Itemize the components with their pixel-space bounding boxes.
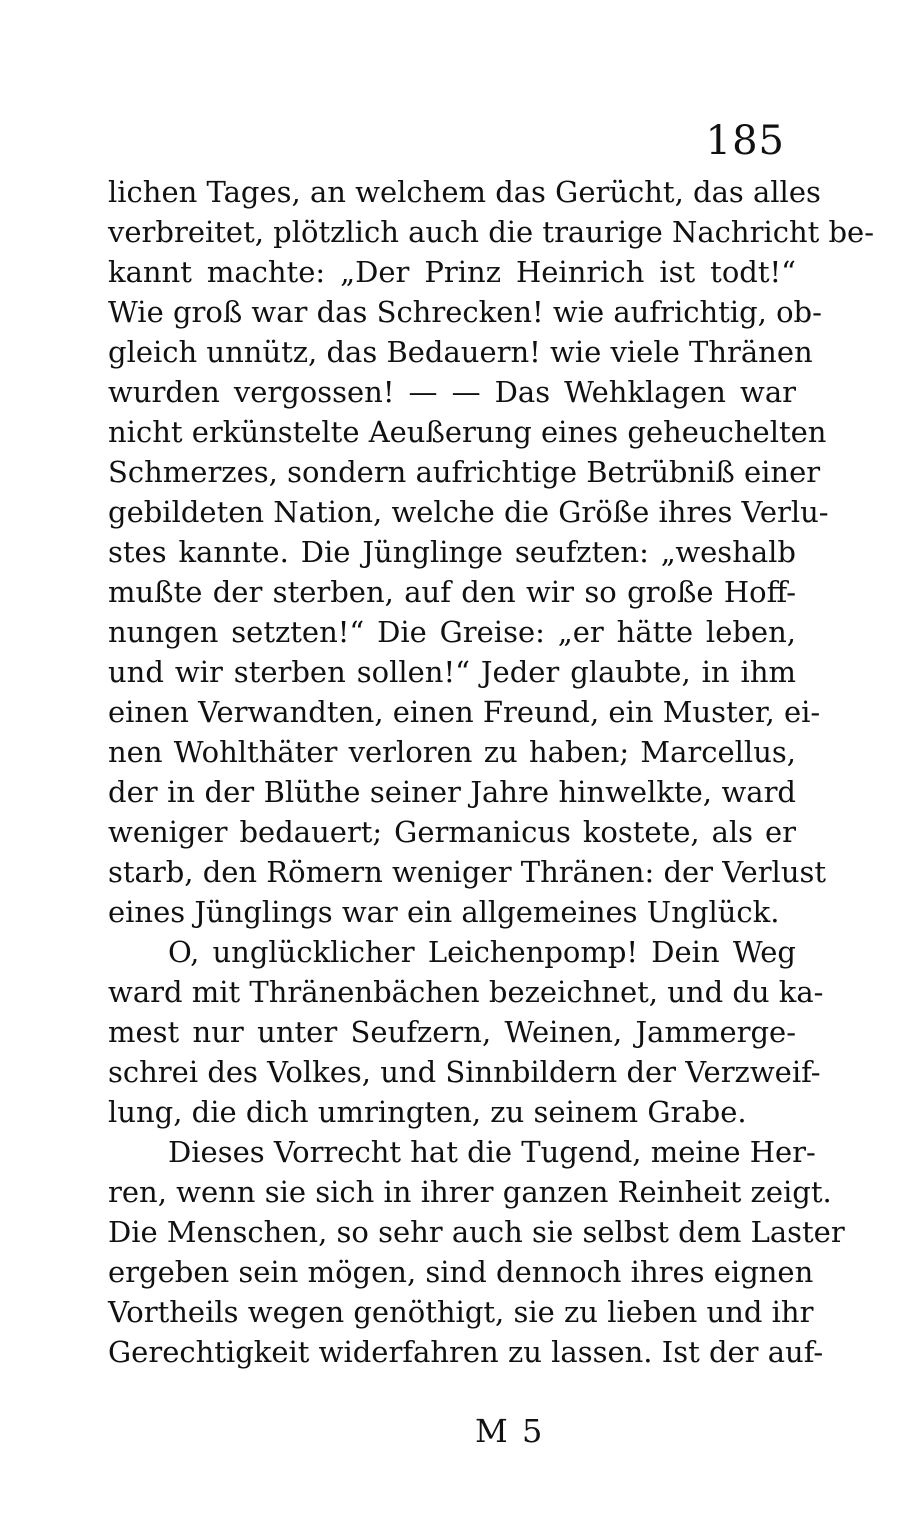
text-line: und wir sterben sollen!“ Jeder glaubte, in ihm bbox=[108, 655, 796, 689]
text-line: nungen setzten!“ Die Greise: „er hätte leben, bbox=[108, 615, 796, 649]
text-line: lung, die dich umringten, zu seinem Grabe. bbox=[108, 1095, 747, 1129]
page-number: 185 bbox=[705, 118, 785, 164]
text-line: gleich unnütz, das Bedauern! wie viele Thränen bbox=[108, 335, 813, 369]
text-line: stes kannte. Die Jünglinge seufzten: „weshalb bbox=[108, 535, 796, 569]
text-line: Dieses Vorrecht hat die Tugend, meine Her- bbox=[168, 1135, 816, 1169]
text-line: lichen Tages, an welchem das Gerücht, das alles bbox=[108, 175, 821, 209]
text-line: nicht erkünstelte Aeußerung eines geheuchelten bbox=[108, 415, 827, 449]
text-line: Vortheils wegen genöthigt, sie zu lieben und ihr bbox=[108, 1295, 814, 1329]
text-line: Die Menschen, so sehr auch sie selbst dem Laster bbox=[108, 1215, 845, 1249]
text-line: ren, wenn sie sich in ihrer ganzen Reinheit zeigt. bbox=[108, 1175, 832, 1209]
text-line: O, unglücklicher Leichenpomp! Dein Weg bbox=[168, 935, 796, 969]
text-line: mest nur unter Seufzern, Weinen, Jammerge- bbox=[108, 1015, 796, 1049]
text-line: schrei des Volkes, und Sinnbildern der Verzweif- bbox=[108, 1055, 821, 1089]
text-line: ergeben sein mögen, sind dennoch ihres eignen bbox=[108, 1255, 814, 1289]
signature-mark: M 5 bbox=[475, 1412, 545, 1450]
text-line: der in der Blüthe seiner Jahre hinwelkte, ward bbox=[108, 775, 796, 809]
text-line: gebildeten Nation, welche die Größe ihres Verlu- bbox=[108, 495, 829, 529]
text-line: Gerechtigkeit widerfahren zu lassen. Ist der auf- bbox=[108, 1335, 824, 1369]
text-line: kannt machte: „Der Prinz Heinrich ist todt!“ bbox=[108, 255, 796, 289]
text-line: starb, den Römern weniger Thränen: der Verlust bbox=[108, 855, 827, 889]
text-line: Schmerzes, sondern aufrichtige Betrübniß einer bbox=[108, 455, 821, 489]
text-line: wurden vergossen! — — Das Wehklagen war bbox=[108, 375, 796, 409]
body-text bbox=[108, 172, 875, 1372]
text-line: Wie groß war das Schrecken! wie aufrichtig, ob- bbox=[108, 295, 822, 329]
text-line: einen Verwandten, einen Freund, ein Muster, ei- bbox=[108, 695, 821, 729]
text-line: mußte der sterben, auf den wir so große Hoff- bbox=[108, 575, 796, 609]
text-line: eines Jünglings war ein allgemeines Unglück. bbox=[108, 895, 780, 929]
text-line: ward mit Thränenbächen bezeichnet, und du ka- bbox=[108, 975, 824, 1009]
text-line: nen Wohlthäter verloren zu haben; Marcellus, bbox=[108, 735, 796, 769]
text-line: weniger bedauert; Germanicus kostete, als er bbox=[108, 815, 796, 849]
text-line: verbreitet, plötzlich auch die traurige Nachricht be- bbox=[108, 215, 875, 249]
